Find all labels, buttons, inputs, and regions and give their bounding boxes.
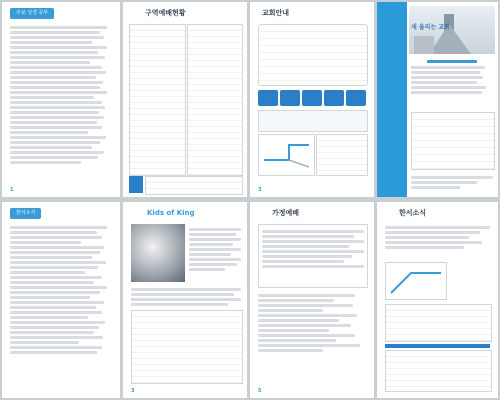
worship-box [258,224,368,288]
cover-schedule [411,112,495,170]
kids-table [131,310,243,384]
news2-blue-bar [385,344,490,348]
panel-church-guide [250,2,374,197]
study-text-lines [10,24,112,166]
cover-text-block [411,60,493,96]
kids-photo [131,224,185,282]
staff-box [258,24,368,86]
panel-tab: 한서소식 [10,208,41,219]
news2-table-2 [385,350,492,392]
panel-title: Kids of King [147,209,195,217]
panel-title: 한서소식 [399,209,427,217]
news2-text-lines [385,224,490,251]
panel-kids-of-king [123,202,247,398]
district-table-left [129,24,186,176]
kids-body-lines [131,286,241,308]
map-box [258,134,315,176]
notice-box [258,110,368,132]
panel-church-news [2,202,120,398]
page-number: 3 [258,187,262,193]
news2-table-1 [385,304,492,342]
panel-cover [377,2,498,197]
page-number: 5 [258,388,262,394]
page-number: 3 [131,388,135,394]
panel-tab: 주보 성경 공부 [10,8,54,19]
panel-church-news-2 [377,202,498,398]
cover-footer [411,174,493,191]
family-text-lines [258,292,366,354]
panel-title: 구역예배현황 [145,9,186,17]
news-text-lines [10,224,112,356]
panel-family-worship [250,202,374,398]
panel-bible-study [2,2,120,197]
kids-intro-lines [189,226,241,273]
cover-logo: 새 울리는 교회 [411,24,450,31]
guide-table [316,134,368,176]
panel-district-worship [123,2,247,197]
cover-side-strip [377,2,407,197]
district-summary-box [129,176,143,193]
panel-title: 교회안내 [262,9,290,17]
panel-title: 가정예배 [272,209,300,217]
map-diagram [386,263,446,299]
worship-times-row [258,90,366,106]
district-table-right [187,24,243,176]
page-number: 1 [10,187,14,193]
map-diagram [259,135,314,175]
news2-map [385,262,447,300]
district-summary-table [145,176,243,195]
